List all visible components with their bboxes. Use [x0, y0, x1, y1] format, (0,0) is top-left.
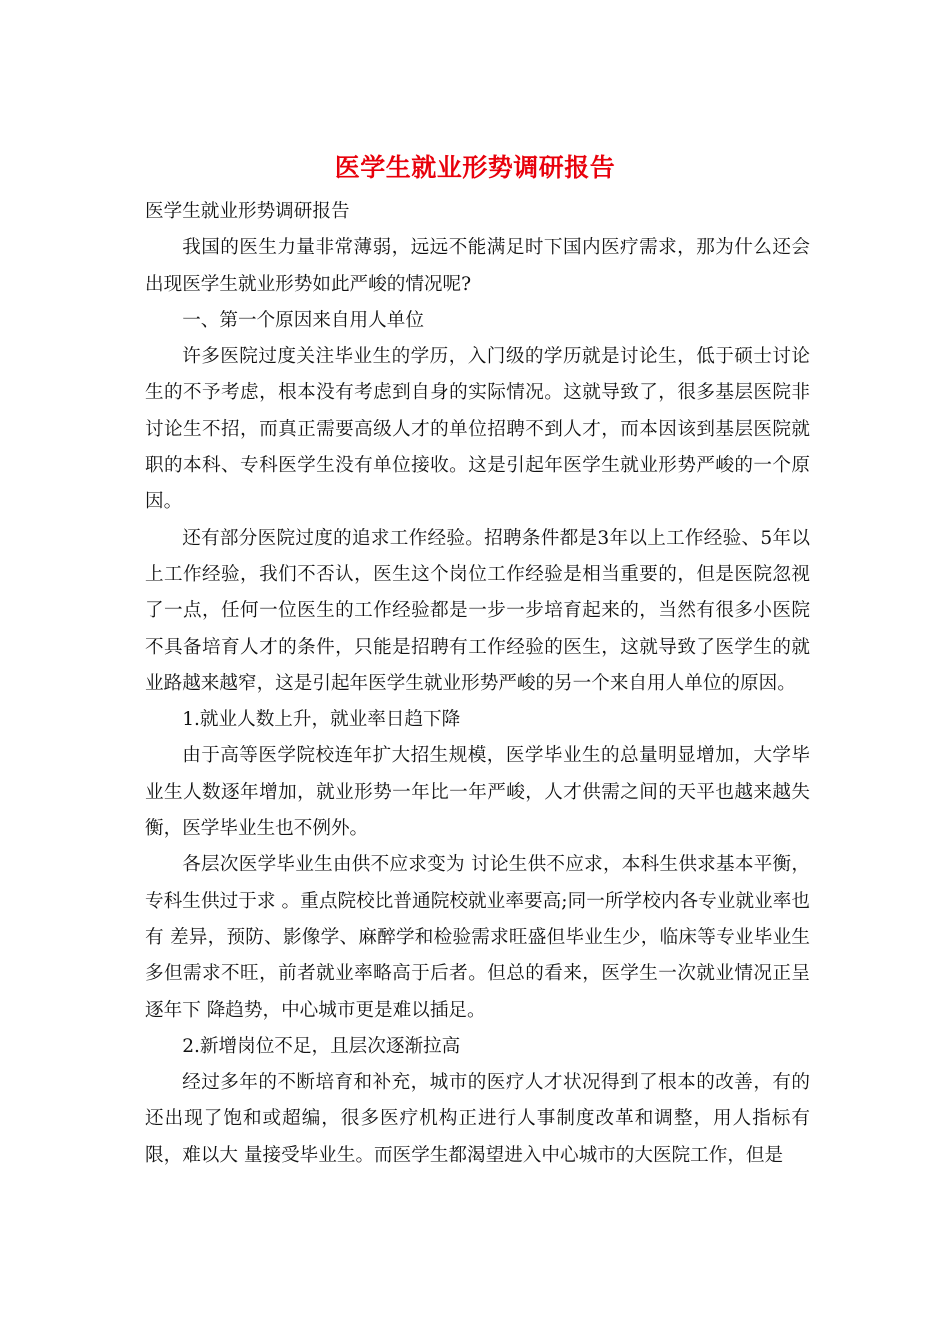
- body-paragraph: 各层次医学毕业生由供不应求变为 讨论生供不应求，本科生供求基本平衡，专科生供过于求 。重点院校比普通院校就业率要高;同一所学校内各专业就业率也有 差异，预防、影像学、麻醉学和检验需求旺盛但毕业生少，临床等专业毕业生多但需求不旺，前者就业率略高于后者。但总的看来，医学生一次就业情况正呈逐年下 降趋势，中心城市更是难以插足。: [145, 854, 810, 1021]
- body-paragraph: 还有部分医院过度的追求工作经验。招聘条件都是3年以上工作经验、5年以上工作经验，我们不否认，医生这个岗位工作经验是相当重要的，但是医院忽视了一点，任何一位医生的工作经验都是一步一步培育起来的，当然有很多小医院不具备培育人才的条件，只能是招聘有工作经验的医生，这就导致了医学生的就业路越来越窄，这是引起年医学生就业形势严峻的另一个来自用人单位的原因。: [145, 527, 810, 694]
- document-body: [145, 194, 810, 1174]
- body-paragraph: 经过多年的不断培育和补充，城市的医疗人才状况得到了根本的改善，有的还出现了饱和或超编，很多医疗机构正进行人事制度改革和调整，用人指标有限，难以大 量接受毕业生。而医学生都渴望进入中心城市的大医院工作，但是: [145, 1072, 810, 1166]
- document-title: 医学生就业形势调研报告: [334, 153, 616, 182]
- numbered-heading-1: 1.就业人数上升，就业率日趋下降: [182, 709, 461, 731]
- numbered-heading-2: 2.新增岗位不足，且层次逐渐拉高: [182, 1035, 461, 1057]
- subtitle-paragraph: 医学生就业形势调研报告: [145, 201, 350, 222]
- body-paragraph: 许多医院过度关注毕业生的学历，入门级的学历就是讨论生，低于硕士讨论生的不予考虑，根本没有考虑到自身的实际情况。这就导致了，很多基层医院非讨论生不招，而真正需要高级人才的单位招聘不到人才，而本因该到基层医院就职的本科、专科医学生没有单位接收。这是引起年医学生就业形势严峻的一个原因。: [145, 346, 810, 513]
- intro-paragraph: 我国的医生力量非常薄弱，远远不能满足时下国内医疗需求，那为什么还会出现医学生就业形势如此严峻的情况呢?: [145, 237, 810, 295]
- section-heading-1: 一、第一个原因来自用人单位: [182, 309, 424, 331]
- body-paragraph: 由于高等医学院校连年扩大招生规模，医学毕业生的总量明显增加，大学毕业生人数逐年增加，就业形势一年比一年严峻，人才供需之间的天平也越来越失衡，医学毕业生也不例外。: [145, 745, 810, 840]
